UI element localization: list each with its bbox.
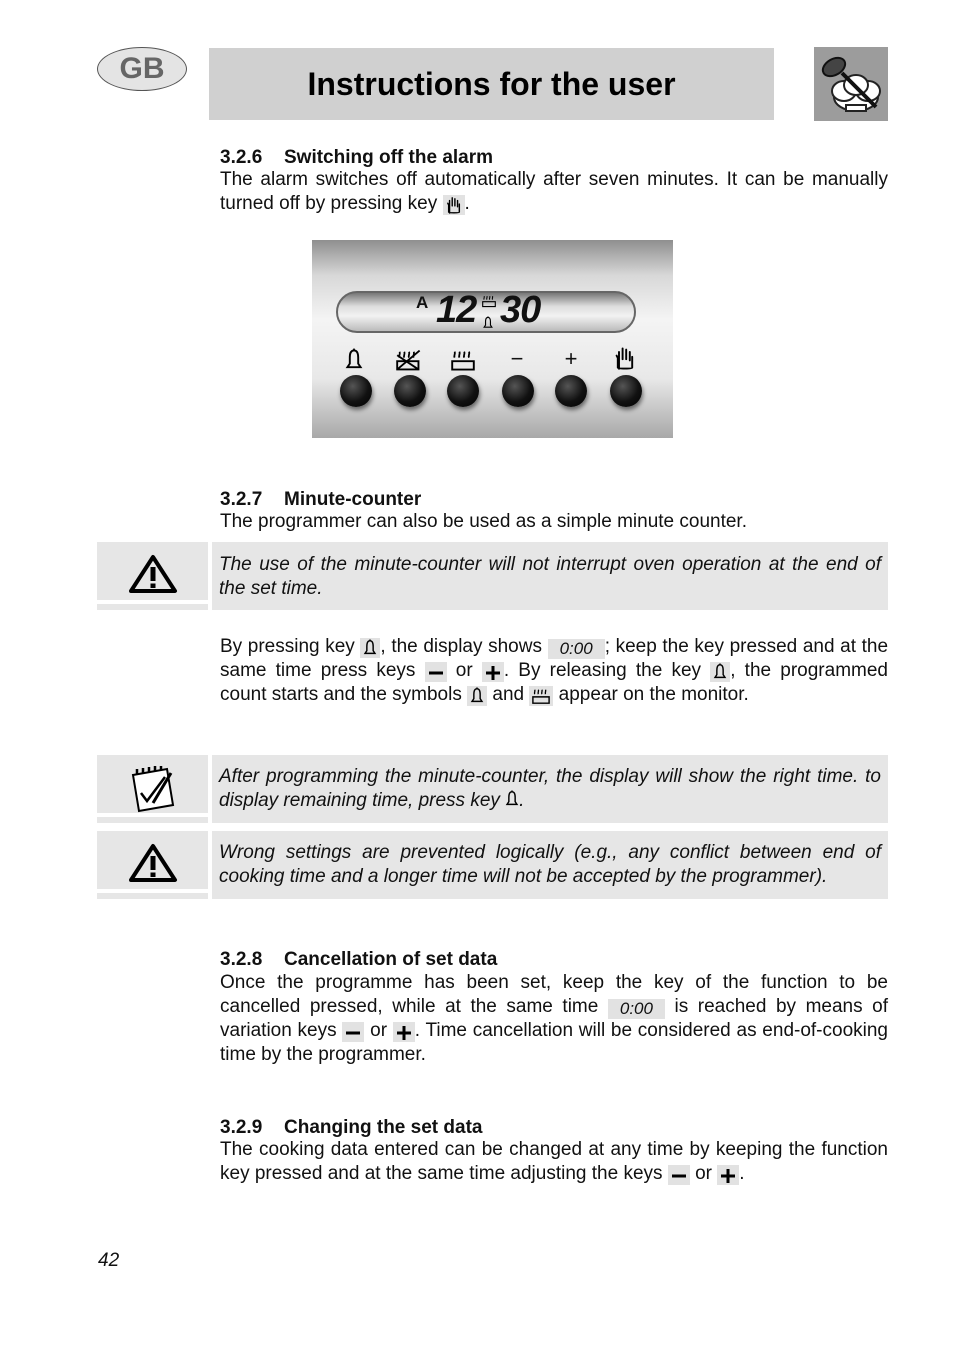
section-number: 3.2.8 <box>220 949 263 970</box>
display-readout: 0:00 <box>608 999 665 1019</box>
section-title: Minute-counter <box>284 489 422 510</box>
display-readout: 0:00 <box>548 639 605 659</box>
text-fragment: , the programmed count starts and the symbols <box>220 660 888 705</box>
text-fragment: or <box>695 1163 712 1184</box>
minus-knob[interactable] <box>502 375 534 407</box>
plus-key-icon <box>717 1165 739 1185</box>
section-number: 3.2.9 <box>220 1117 263 1138</box>
warning-text: Wrong settings are prevented logically (e.g., any conflict between end of cooking time and a longer time will not be accepted by the programmer). <box>219 842 881 887</box>
end-cooking-key-icon <box>396 348 422 372</box>
chef-logo-icon <box>814 47 888 121</box>
lcd-minutes: 30 <box>500 289 541 331</box>
paragraph-text: The alarm switches off automatically after seven minutes. It can be manually turned off by pressing key <box>220 169 888 214</box>
manual-knob[interactable] <box>610 375 642 407</box>
section-number: 3.2.6 <box>220 147 263 168</box>
bell-symbol-icon <box>467 686 487 706</box>
pot-symbol-icon <box>529 686 553 706</box>
text-fragment: and <box>492 684 525 705</box>
warning-box-1 <box>212 542 888 610</box>
cooking-duration-key-icon <box>451 348 475 372</box>
minute-counter-paragraph <box>220 635 888 707</box>
text-fragment: appear on the monitor. <box>558 684 749 705</box>
minute-counter-intro: The programmer can also be used as a simple minute counter. <box>220 511 747 532</box>
page-title: Instructions for the user <box>307 65 676 102</box>
bell-key-icon <box>710 662 730 682</box>
changing-data-paragraph: The cooking data entered can be changed at any time by keeping the function key pressed and at the same time adjusting the keys or . <box>220 1139 888 1184</box>
text-fragment: , the display shows <box>380 636 542 657</box>
text-fragment: By pressing key <box>220 636 355 657</box>
lcd-pot-icon <box>482 294 496 308</box>
cooking-duration-knob[interactable] <box>447 375 479 407</box>
note-icon-cell <box>97 755 208 823</box>
text-fragment: or <box>455 660 473 681</box>
section-heading-3-2-8 <box>220 949 497 971</box>
title-bar <box>209 48 774 120</box>
warning-icon <box>128 843 178 883</box>
cancellation-paragraph <box>220 971 888 1067</box>
plus-knob[interactable] <box>555 375 587 407</box>
alarm-paragraph: The alarm switches off automatically after seven minutes. It can be manually turned off by pressing key . <box>220 169 888 214</box>
lcd-bell-icon <box>482 316 494 330</box>
text-fragment: . Time cancellation will be considered as end-of-cooking time by the programmer. <box>220 1020 888 1065</box>
minus-key-icon <box>342 1022 364 1042</box>
warning-icon-cell <box>97 542 208 610</box>
bell-key-icon <box>505 790 519 808</box>
minus-key-icon <box>425 662 447 682</box>
section-heading-3-2-6 <box>220 147 493 169</box>
manual-key-icon <box>614 346 636 370</box>
note-text-fragment: After programming the minute-counter, the display will show the right time. to display remaining time, press key <box>219 766 881 811</box>
alarm-knob[interactable] <box>340 375 372 407</box>
warning-icon <box>128 554 178 594</box>
note-text: After programming the minute-counter, the display will show the right time. to display remaining time, press key . <box>219 766 881 811</box>
text-fragment: . By releasing the key <box>503 660 702 681</box>
language-badge: GB <box>97 47 187 91</box>
warning-box-2 <box>212 831 888 899</box>
section-title: Changing the set data <box>284 1117 483 1138</box>
notepad-pencil-icon <box>127 765 179 815</box>
section-heading-3-2-7 <box>220 489 421 511</box>
end-cooking-knob[interactable] <box>394 375 426 407</box>
note-box <box>212 755 888 823</box>
warning-text: The use of the minute-counter will not interrupt oven operation at the end of the set time. <box>219 554 881 599</box>
text-fragment: ; keep the key pressed and at the same time press keys <box>220 636 889 681</box>
text-fragment: or <box>370 1020 388 1041</box>
minus-key-label: − <box>510 346 524 371</box>
hand-key-icon <box>443 195 465 215</box>
text-fragment: Once the programme has been set, keep the key of the function to be cancelled pressed, while at the same time <box>220 972 888 1017</box>
lcd-hours: 12 <box>436 289 477 331</box>
minus-key-icon <box>668 1165 690 1185</box>
bell-key-icon <box>344 348 364 372</box>
warning-icon-cell-2 <box>97 831 208 899</box>
bell-key-icon <box>360 638 380 658</box>
section-title: Cancellation of set data <box>284 949 498 970</box>
plus-key-icon <box>393 1022 415 1042</box>
plus-key-icon <box>482 662 504 682</box>
control-panel-image <box>312 240 673 438</box>
section-heading-3-2-9 <box>220 1117 482 1139</box>
text-fragment: is reached by means of variation keys <box>220 996 888 1041</box>
lcd-auto-indicator: A <box>416 293 429 312</box>
plus-key-label: + <box>564 346 578 371</box>
section-number: 3.2.7 <box>220 489 263 510</box>
text-fragment: The cooking data entered can be changed at any time by keeping the function key pressed and at the same time adjusting the keys <box>220 1139 888 1184</box>
page-number: 42 <box>98 1250 120 1271</box>
section-title: Switching off the alarm <box>284 147 494 168</box>
